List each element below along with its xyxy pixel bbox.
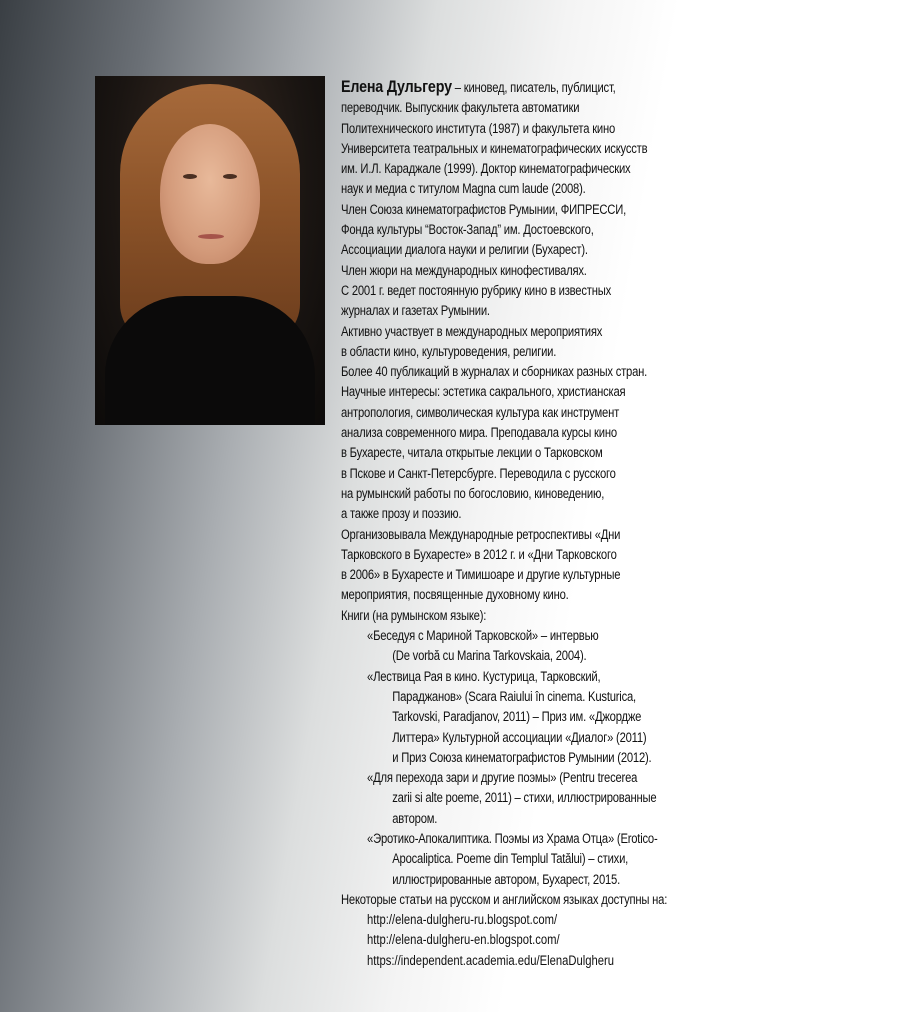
bio-line: Фонда культуры “Восток-Запад” им. Достоевского, <box>341 222 594 238</box>
book-detail-line: Литтера» Культурной ассоциации «Диалог» (2011) <box>392 729 647 745</box>
bio-line: в Бухаресте, читала открытые лекции о Тарковском <box>341 445 603 461</box>
photo-face <box>160 124 260 264</box>
bio-line: Научные интересы: эстетика сакрального, христианская <box>341 384 626 400</box>
book-title-line: «Лествица Рая в кино. Кустурица, Тарковский, <box>367 668 601 684</box>
link-blog-en[interactable]: http://elena-dulgheru-en.blogspot.com/ <box>367 932 560 948</box>
bio-line: Политехнического института (1987) и факультета кино <box>341 120 616 136</box>
book-detail-line: Apocaliptica. Poeme din Templul Tatălui) – стихи, <box>392 851 629 867</box>
book-detail-line: иллюстрированные автором, Бухарест, 2015. <box>392 871 621 887</box>
book-title-line: «Для перехода зари и другие поэмы» (Pentru trecerea <box>367 770 638 786</box>
book-detail-line: автором. <box>392 810 438 826</box>
book-detail-line: Параджанов» (Scara Raiului în cinema. Kusturica, <box>392 688 636 704</box>
bio-line: а также прозу и поэзию. <box>341 506 462 522</box>
bio-line: Активно участвует в международных мероприятиях <box>341 323 603 339</box>
bio-line: мероприятия, посвященные духовному кино. <box>341 587 569 603</box>
bio-line: Член жюри на международных кинофестивалях. <box>341 262 587 278</box>
bio-line: журналах и газетах Румынии. <box>341 303 490 319</box>
bio-line: Университета театральных и кинематографических искусств <box>341 140 648 156</box>
bio-line: в 2006» в Бухаресте и Тимишоаре и другие культурные <box>341 567 621 583</box>
biography <box>341 77 916 971</box>
book-title-line: «Эротико-Апокалиптика. Поэмы из Храма Отца» (Erotico- <box>367 830 658 846</box>
photo-eye-left <box>183 174 197 179</box>
photo-body <box>105 296 315 425</box>
books-heading: Книги (на румынском языке): <box>341 607 487 623</box>
bio-line: Член Союза кинематографистов Румынии, ФИПРЕССИ, <box>341 201 627 217</box>
bio-line-0: Елена Дульгеру – киновед, писатель, публицист, <box>341 77 616 96</box>
bio-line: им. И.Л. Караджале (1999). Доктор кинематографических <box>341 161 631 177</box>
bio-line: Более 40 публикаций в журналах и сборниках разных стран. <box>341 364 648 380</box>
links-intro: Некоторые статьи на русском и английском языках доступны на: <box>341 891 668 907</box>
book-detail-line: и Приз Союза кинематографистов Румынии (2012). <box>392 749 652 765</box>
bio-line: на румынский работы по богословию, киноведению, <box>341 485 605 501</box>
bio-line: наук и медиа с титулом Magna cum laude (2008). <box>341 181 586 197</box>
book-detail-line: Tarkovski, Paradjanov, 2011) – Приз им. «Джордже <box>392 709 642 725</box>
bio-line: антропология, символическая культура как инструмент <box>341 404 620 420</box>
author-photo <box>95 76 325 425</box>
link-academia[interactable]: https://independent.academia.edu/ElenaDulgheru <box>367 952 615 968</box>
bio-line: в области кино, культуроведения, религии. <box>341 343 557 359</box>
bio-line: С 2001 г. ведет постоянную рубрику кино в известных <box>341 282 611 298</box>
bio-line: Ассоциации диалога науки и религии (Бухарест). <box>341 242 588 258</box>
book-detail-line: zarii si alte poeme, 2011) – стихи, иллюстрированные <box>392 790 657 806</box>
link-blog-ru[interactable]: http://elena-dulgheru-ru.blogspot.com/ <box>367 912 558 928</box>
photo-eye-right <box>223 174 237 179</box>
bio-line: анализа современного мира. Преподавала курсы кино <box>341 425 617 441</box>
book-title-line: «Беседуя с Мариной Тарковской» – интервью <box>367 628 599 644</box>
bio-line: Организовывала Международные ретроспективы «Дни <box>341 526 621 542</box>
photo-mouth <box>198 234 224 239</box>
bio-line: переводчик. Выпускник факультета автоматики <box>341 100 580 116</box>
author-name: Елена Дульгеру <box>341 77 452 96</box>
bio-line: в Пскове и Санкт-Петерсбурге. Переводила с русского <box>341 465 616 481</box>
bio-line: Тарковского в Бухаресте» в 2012 г. и «Дни Тарковского <box>341 546 617 562</box>
book-detail-line: (De vorbă cu Marina Tarkovskaia, 2004). <box>392 648 587 664</box>
